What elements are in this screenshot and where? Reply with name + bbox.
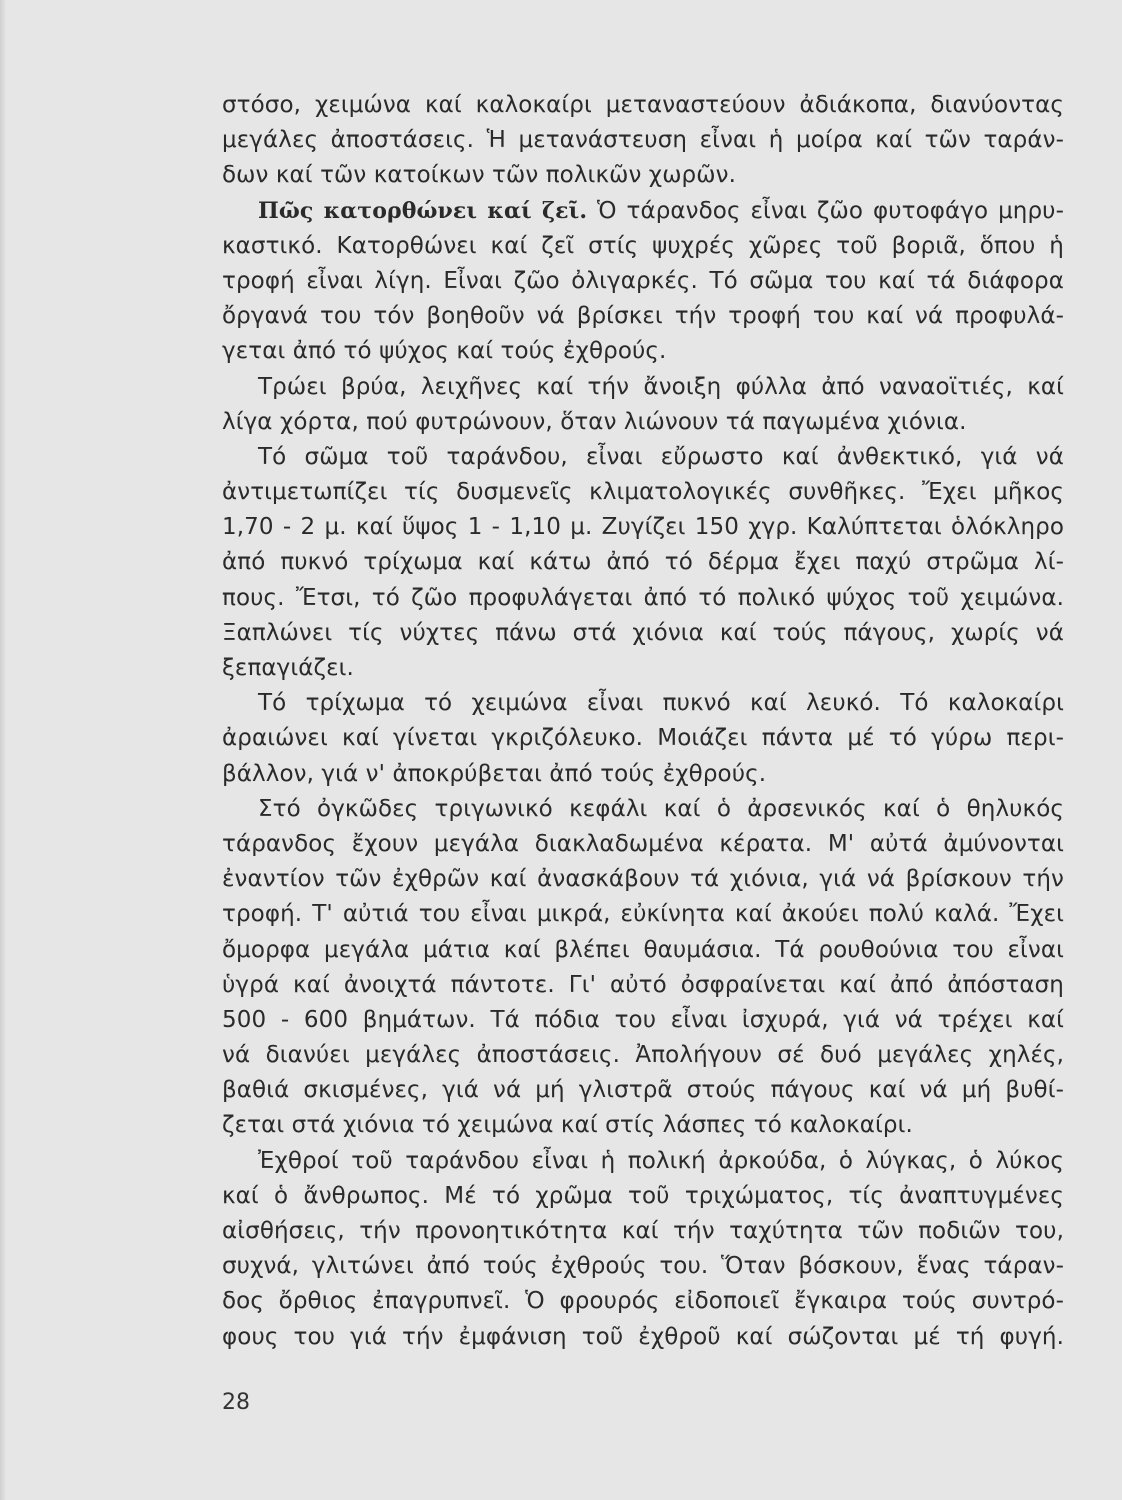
line-text: Τό σῶμα τοῦ ταράνδου, εἶναι εὔρωστο καί ἀνθεκτικό, γιά νά bbox=[258, 443, 1064, 470]
line-text: Τρώει βρύα, λειχῆνες καί τήν ἄνοιξη φύλλα ἀπό ναναοϊτιές, καί bbox=[258, 373, 1064, 400]
text-line bbox=[222, 510, 1064, 545]
line-text: δων καί τῶν κατοίκων τῶν πολικῶν χωρῶν. bbox=[222, 162, 736, 189]
text-line bbox=[222, 1320, 1064, 1355]
line-text: καί ὁ ἄνθρωπος. Μέ τό χρῶμα τοῦ τριχώματος, τίς ἀναπτυγμένες bbox=[222, 1182, 1064, 1209]
line-text: βάλλον, γιά ν' ἀποκρύβεται ἀπό τούς ἐχθρούς. bbox=[222, 760, 767, 787]
text-line bbox=[222, 545, 1064, 580]
line-text: Ξαπλώνει τίς νύχτες πάνω στά χιόνια καί τούς πάγους, χωρίς νά bbox=[222, 619, 1064, 646]
line-text: τάρανδος ἔχουν μεγάλα διακλαδωμένα κέρατα. Μ' αὐτά ἀμύνονται bbox=[222, 830, 1064, 857]
text-line bbox=[222, 1249, 1064, 1284]
section-heading: Πῶς κατορθώνει καί ζεῖ. bbox=[258, 197, 588, 224]
line-text: 1,70 - 2 μ. καί ὕψος 1 - 1,10 μ. Ζυγίζει 150 χγρ. Καλύπτεται ὁλόκληρο bbox=[222, 514, 1064, 541]
text-line bbox=[222, 792, 1064, 827]
text-line bbox=[222, 581, 1064, 616]
line-text: Στό ὀγκῶδες τριγωνικό κεφάλι καί ὁ ἀρσενικός καί ὁ θηλυκός bbox=[258, 795, 1064, 822]
text-line bbox=[222, 827, 1064, 862]
line-text: φους του γιά τήν ἐμφάνιση τοῦ ἐχθροῦ καί σώζονται μέ τή φυγή. bbox=[222, 1323, 1064, 1350]
line-text: μεγάλες ἀποστάσεις. Ἡ μετανάστευση εἶναι ἡ μοίρα καί τῶν ταράν- bbox=[222, 127, 1064, 154]
text-line bbox=[222, 1179, 1064, 1214]
text-line bbox=[222, 158, 1064, 193]
text-line bbox=[222, 194, 1064, 229]
page-number: 28 bbox=[222, 1390, 250, 1415]
line-text: αἰσθήσεις, τήν προνοητικότητα καί τήν ταχύτητα τῶν ποδιῶν του, bbox=[222, 1218, 1064, 1244]
line-text: ζεται στά χιόνια τό χειμώνα καί στίς λάσπες τό καλοκαίρι. bbox=[222, 1112, 913, 1139]
text-line bbox=[222, 1214, 1064, 1249]
line-text: 500 - 600 βημάτων. Τά πόδια του εἶναι ἰσχυρά, γιά νά τρέχει καί bbox=[222, 1006, 1064, 1033]
line-text: δος ὄρθιος ἐπαγρυπνεῖ. Ὁ φρουρός εἰδοποιεῖ ἔγκαιρα τούς συντρό- bbox=[222, 1288, 1064, 1315]
line-text: ὄμορφα μεγάλα μάτια καί βλέπει θαυμάσια. Τά ρουθούνια του εἶναι bbox=[222, 936, 1064, 963]
text-line bbox=[222, 88, 1064, 123]
line-text: τροφή εἶναι λίγη. Εἶναι ζῶο ὀλιγαρκές. Τό σῶμα του καί τά διάφορα bbox=[222, 267, 1064, 294]
page-binding-shadow bbox=[0, 0, 6, 1500]
text-line bbox=[222, 405, 1064, 440]
text-line bbox=[222, 1284, 1064, 1319]
text-line bbox=[222, 1003, 1064, 1038]
line-text: τροφή. Τ' αὐτιά του εἶναι μικρά, εὐκίνητα καί ἀκούει πολύ καλά. Ἔχει bbox=[222, 901, 1064, 928]
text-line bbox=[222, 475, 1064, 510]
text-line bbox=[222, 897, 1064, 932]
text-line bbox=[222, 440, 1064, 475]
text-line bbox=[222, 370, 1064, 405]
text-line bbox=[222, 933, 1064, 968]
line-text: γεται ἀπό τό ψύχος καί τούς ἐχθρούς. bbox=[222, 338, 667, 365]
body-text bbox=[222, 88, 1064, 1355]
text-line bbox=[222, 299, 1064, 334]
text-line bbox=[222, 721, 1064, 756]
line-text: στόσο, χειμώνα καί καλοκαίρι μεταναστεύουν ἀδιάκοπα, διανύοντας bbox=[222, 92, 1064, 118]
line-text: καστικό. Κατορθώνει καί ζεῖ στίς ψυχρές χῶρες τοῦ βοριᾶ, ὅπου ἡ bbox=[222, 232, 1064, 259]
line-text: ἀραιώνει καί γίνεται γκριζόλευκο. Μοιάζει πάντα μέ τό γύρω περι- bbox=[222, 725, 1064, 752]
line-text: ξεπαγιάζει. bbox=[222, 655, 354, 681]
line-text: ὄργανά του τόν βοηθοῦν νά βρίσκει τήν τροφή του καί νά προφυλά- bbox=[222, 303, 1064, 330]
text-line bbox=[222, 1108, 1064, 1143]
line-text: ἀντιμετωπίζει τίς δυσμενεῖς κλιματολογικές συνθῆκες. Ἔχει μῆκος bbox=[222, 479, 1064, 506]
line-text: Τό τρίχωμα τό χειμώνα εἶναι πυκνό καί λευκό. Τό καλοκαίρι bbox=[258, 690, 1064, 717]
line-text: λίγα χόρτα, πού φυτρώνουν, ὅταν λιώνουν τά παγωμένα χιόνια. bbox=[222, 408, 967, 435]
line-text: Ὁ τάρανδος εἶναι ζῶο φυτοφάγο μηρυ- bbox=[587, 197, 1064, 224]
text-line bbox=[222, 651, 1064, 686]
line-text: βαθιά σκισμένες, γιά νά μή γλιστρᾶ στούς πάγους καί νά μή βυθί- bbox=[222, 1077, 1064, 1104]
line-text: πους. Ἔτσι, τό ζῶο προφυλάγεται ἀπό τό πολικό ψύχος τοῦ χειμώνα. bbox=[222, 584, 1064, 611]
text-line bbox=[222, 757, 1064, 792]
text-line bbox=[222, 123, 1064, 158]
line-text: νά διανύει μεγάλες ἀποστάσεις. Ἀπολήγουν σέ δυό μεγάλες χηλές, bbox=[222, 1042, 1064, 1069]
line-text: ἀπό πυκνό τρίχωμα καί κάτω ἀπό τό δέρμα ἔχει παχύ στρῶμα λί- bbox=[222, 549, 1064, 576]
text-line bbox=[222, 229, 1064, 264]
text-line bbox=[222, 1144, 1064, 1179]
line-text: Ἐχθροί τοῦ ταράνδου εἶναι ἡ πολική ἀρκούδα, ὁ λύγκας, ὁ λύκος bbox=[258, 1147, 1064, 1174]
text-line bbox=[222, 334, 1064, 369]
text-line bbox=[222, 1038, 1064, 1073]
text-line bbox=[222, 686, 1064, 721]
text-line bbox=[222, 1073, 1064, 1108]
line-text: ἐναντίον τῶν ἐχθρῶν καί ἀνασκάβουν τά χιόνια, γιά νά βρίσκουν τήν bbox=[222, 866, 1064, 893]
text-line bbox=[222, 264, 1064, 299]
line-text: ὑγρά καί ἀνοιχτά πάντοτε. Γι' αὐτό ὀσφραίνεται καί ἀπό ἀπόσταση bbox=[222, 971, 1064, 998]
text-line bbox=[222, 968, 1064, 1003]
line-text: συχνά, γλιτώνει ἀπό τούς ἐχθρούς του. Ὅταν βόσκουν, ἕνας τάραν- bbox=[222, 1253, 1064, 1280]
text-line bbox=[222, 616, 1064, 651]
text-line bbox=[222, 862, 1064, 897]
